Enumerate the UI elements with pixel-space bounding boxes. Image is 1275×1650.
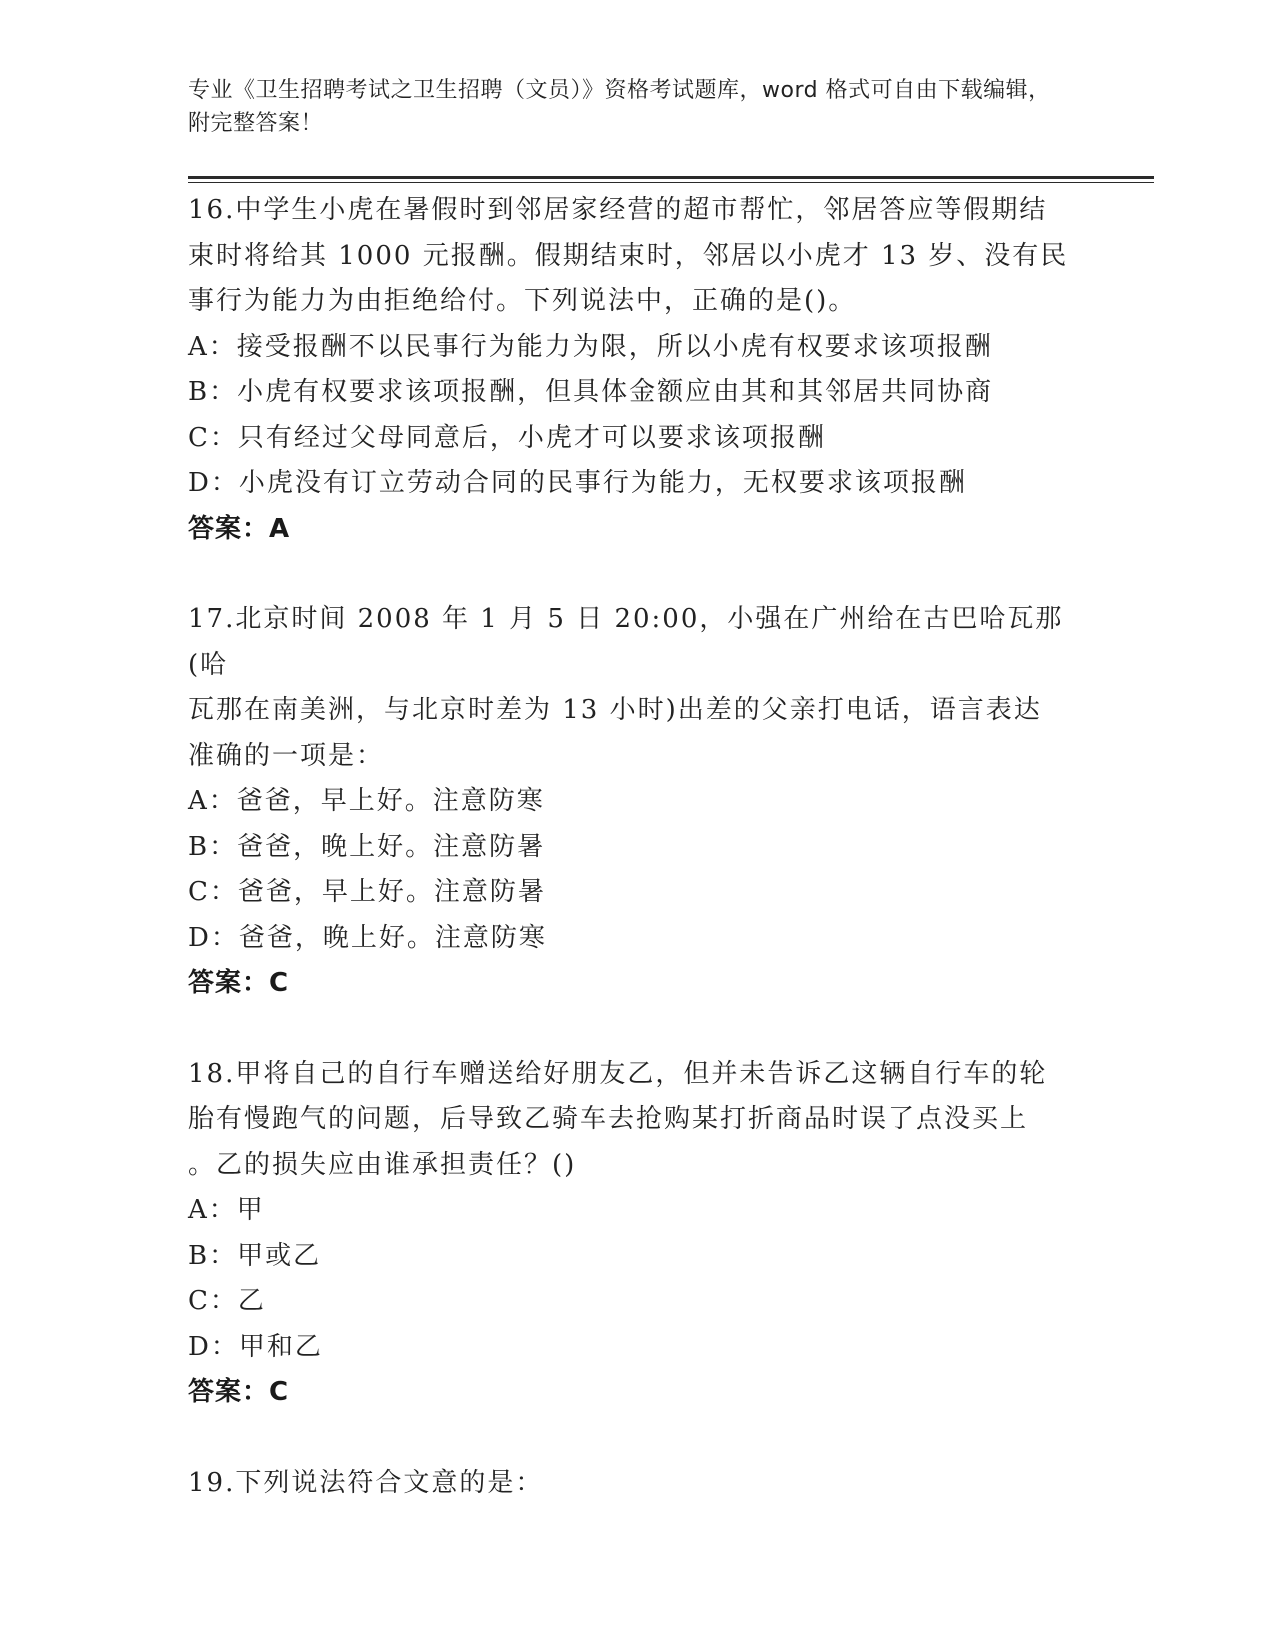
option-a: A：接受报酬不以民事行为能力为限，所以小虎有权要求该项报酬 <box>188 331 993 362</box>
option-d: D：甲和乙 <box>188 1331 323 1362</box>
option-d: D：爸爸，晚上好。注意防寒 <box>188 922 547 953</box>
question-text: 17.北京时间 2008 年 1 月 5 日 20:00，小强在广州给在古巴哈瓦那(哈 瓦那在南美洲，与北京时差为 13 小时)出差的父亲打电话，语言表达 准确的一项是： <box>188 604 1064 771</box>
document-header <box>188 74 1068 140</box>
option-a: A：甲 <box>188 1195 265 1225</box>
header-title: 专业《卫生招聘考试之卫生招聘（文员）》资格考试题库，word 格式可自由下载编辑，附完整答案！ <box>188 78 1051 136</box>
question-text: 18.甲将自己的自行车赠送给好朋友乙，但并未告诉乙这辆自行车的轮 胎有慢跑气的问题，后导致乙骑车去抢购某打折商品时误了点没买上 。乙的损失应由谁承担责任？() <box>188 1058 1048 1180</box>
option-b: B：小虎有权要求该项报酬，但具体金额应由其和其邻居共同协商 <box>188 377 994 407</box>
answer-line: 答案：A <box>188 513 291 544</box>
option-c: C：乙 <box>188 1286 266 1316</box>
answer-line: 答案：C <box>188 968 290 998</box>
header-divider-thin <box>188 182 1154 183</box>
header-divider-thick <box>188 176 1154 179</box>
question-16 <box>188 188 1088 552</box>
question-18 <box>188 1052 1088 1416</box>
question-17 <box>188 597 1088 1007</box>
option-a: A：爸爸，早上好。注意防寒 <box>188 786 545 816</box>
option-c: C：只有经过父母同意后，小虎才可以要求该项报酬 <box>188 422 826 453</box>
answer-line: 答案：C <box>188 1377 290 1407</box>
question-19 <box>188 1461 1088 1507</box>
option-d: D：小虎没有订立劳动合同的民事行为能力，无权要求该项报酬 <box>188 468 967 498</box>
option-b: B：甲或乙 <box>188 1240 322 1271</box>
option-b: B：爸爸，晚上好。注意防暑 <box>188 831 546 862</box>
question-list <box>188 188 1088 1551</box>
option-c: C：爸爸，早上好。注意防暑 <box>188 877 546 907</box>
question-text: 16.中学生小虎在暑假时到邻居家经营的超市帮忙，邻居答应等假期结 束时将给其 1000 元报酬。假期结束时，邻居以小虎才 13 岁、没有民 事行为能力为由拒绝给付。下列说法中，正确的是()。 <box>188 195 1069 316</box>
question-text: 19.下列说法符合文意的是： <box>188 1467 544 1498</box>
